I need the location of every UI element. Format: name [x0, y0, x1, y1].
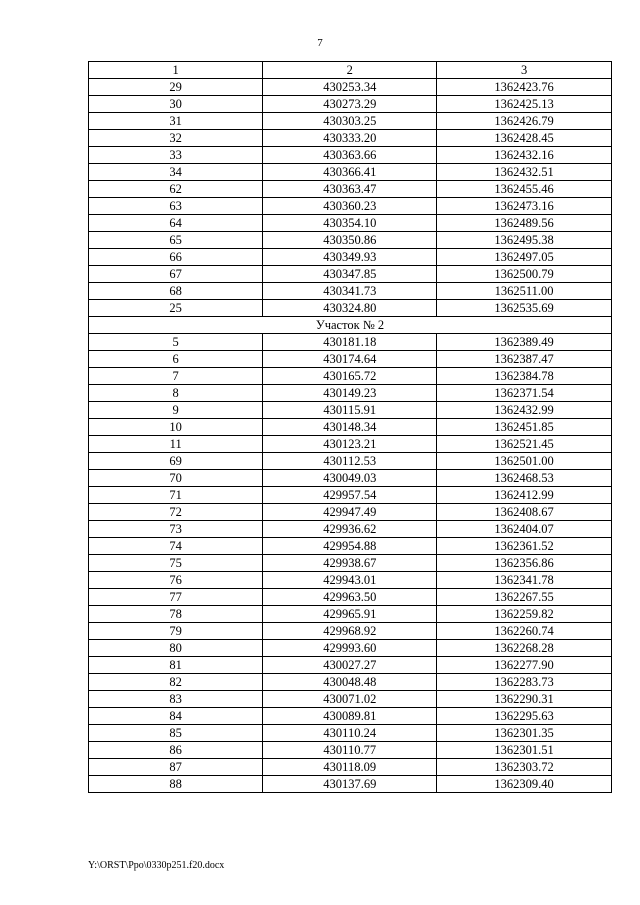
- table-cell: 76: [89, 572, 263, 589]
- table-cell: 430363.47: [263, 181, 437, 198]
- table-cell: 1362412.99: [437, 487, 612, 504]
- table-cell: 430118.09: [263, 759, 437, 776]
- table-row: [89, 334, 612, 351]
- table-cell: 81: [89, 657, 263, 674]
- header-cell-1: 1: [89, 62, 263, 79]
- table-cell: 1362535.69: [437, 300, 612, 317]
- table-cell: 1362268.28: [437, 640, 612, 657]
- table-cell: 65: [89, 232, 263, 249]
- table-row: [89, 249, 612, 266]
- table-cell: 429947.49: [263, 504, 437, 521]
- table-cell: 1362283.73: [437, 674, 612, 691]
- table-cell: 63: [89, 198, 263, 215]
- table-cell: 85: [89, 725, 263, 742]
- table-row: [89, 283, 612, 300]
- table-cell: 429993.60: [263, 640, 437, 657]
- table-cell: 430366.41: [263, 164, 437, 181]
- table-cell: 29: [89, 79, 263, 96]
- table-row: [89, 538, 612, 555]
- table-row: [89, 657, 612, 674]
- table-cell: 430174.64: [263, 351, 437, 368]
- table-cell: 1362432.16: [437, 147, 612, 164]
- table-cell: 75: [89, 555, 263, 572]
- table-cell: 87: [89, 759, 263, 776]
- header-cell-3: 3: [437, 62, 612, 79]
- table-cell: 1362371.54: [437, 385, 612, 402]
- table-cell: 430347.85: [263, 266, 437, 283]
- table-cell: 429943.01: [263, 572, 437, 589]
- table-cell: 79: [89, 623, 263, 640]
- table-row: [89, 453, 612, 470]
- table-cell: 1362511.00: [437, 283, 612, 300]
- table-row: [89, 623, 612, 640]
- table-cell: 1362468.53: [437, 470, 612, 487]
- table-cell: 11: [89, 436, 263, 453]
- table-cell: 64: [89, 215, 263, 232]
- table-row: [89, 130, 612, 147]
- table-cell: 429968.92: [263, 623, 437, 640]
- table-row: [89, 232, 612, 249]
- table-row: [89, 436, 612, 453]
- table-cell: 1362290.31: [437, 691, 612, 708]
- table-cell: 1362432.51: [437, 164, 612, 181]
- table-cell: 9: [89, 402, 263, 419]
- table-cell: 1362259.82: [437, 606, 612, 623]
- table-cell: 429936.62: [263, 521, 437, 538]
- table-row: [89, 521, 612, 538]
- table-cell: 430349.93: [263, 249, 437, 266]
- table-cell: 1362309.40: [437, 776, 612, 793]
- table-cell: 430049.03: [263, 470, 437, 487]
- table-row: [89, 470, 612, 487]
- table-row: [89, 351, 612, 368]
- table-cell: 430165.72: [263, 368, 437, 385]
- table-row: [89, 708, 612, 725]
- footer-file-path: Y:\ORST\Ppo\0330p251.f20.docx: [88, 860, 225, 871]
- table-cell: 1362497.05: [437, 249, 612, 266]
- table-cell: 1362404.07: [437, 521, 612, 538]
- table-cell: 430115.91: [263, 402, 437, 419]
- table-cell: 8: [89, 385, 263, 402]
- table-cell: 430110.77: [263, 742, 437, 759]
- table-cell: 68: [89, 283, 263, 300]
- table-cell: 430181.18: [263, 334, 437, 351]
- table-cell: 429938.67: [263, 555, 437, 572]
- table-row: [89, 589, 612, 606]
- table-row: [89, 96, 612, 113]
- table-cell: 1362432.99: [437, 402, 612, 419]
- table-cell: 1362301.35: [437, 725, 612, 742]
- table-cell: 1362361.52: [437, 538, 612, 555]
- table-cell: 430137.69: [263, 776, 437, 793]
- table-cell: 32: [89, 130, 263, 147]
- table-cell: 69: [89, 453, 263, 470]
- table-cell: 1362473.16: [437, 198, 612, 215]
- table-row: [89, 79, 612, 96]
- table-cell: 430123.21: [263, 436, 437, 453]
- table-cell: 86: [89, 742, 263, 759]
- table-row: [89, 368, 612, 385]
- table-cell: 429965.91: [263, 606, 437, 623]
- table-cell: 1362408.67: [437, 504, 612, 521]
- table-header-row: [89, 62, 612, 79]
- table-cell: 430027.27: [263, 657, 437, 674]
- table-cell: 430363.66: [263, 147, 437, 164]
- table-cell: 84: [89, 708, 263, 725]
- table-row: [89, 606, 612, 623]
- table-cell: 1362455.46: [437, 181, 612, 198]
- table-cell: 6: [89, 351, 263, 368]
- table-cell: 430110.24: [263, 725, 437, 742]
- table-cell: 66: [89, 249, 263, 266]
- table-row: [89, 419, 612, 436]
- table-cell: 10: [89, 419, 263, 436]
- table-cell: 1362277.90: [437, 657, 612, 674]
- table-cell: 88: [89, 776, 263, 793]
- table-row: [89, 572, 612, 589]
- table-cell: 71: [89, 487, 263, 504]
- table-cell: 72: [89, 504, 263, 521]
- table-cell: 430350.86: [263, 232, 437, 249]
- section-title-row: [89, 317, 612, 334]
- table-cell: 1362501.00: [437, 453, 612, 470]
- table-row: [89, 555, 612, 572]
- table-cell: 1362303.72: [437, 759, 612, 776]
- table-row: [89, 198, 612, 215]
- table-row: [89, 640, 612, 657]
- table-row: [89, 300, 612, 317]
- table-cell: 70: [89, 470, 263, 487]
- table-row: [89, 147, 612, 164]
- table-cell: 1362384.78: [437, 368, 612, 385]
- section-title: Участок № 2: [89, 317, 612, 334]
- table-cell: 74: [89, 538, 263, 555]
- table-cell: 429963.50: [263, 589, 437, 606]
- table-cell: 1362423.76: [437, 79, 612, 96]
- table-cell: 62: [89, 181, 263, 198]
- table-cell: 1362500.79: [437, 266, 612, 283]
- table-cell: 82: [89, 674, 263, 691]
- table-cell: 25: [89, 300, 263, 317]
- table-cell: 83: [89, 691, 263, 708]
- table-cell: 430333.20: [263, 130, 437, 147]
- table-row: [89, 504, 612, 521]
- table-cell: 1362341.78: [437, 572, 612, 589]
- table-cell: 430149.23: [263, 385, 437, 402]
- table-cell: 430089.81: [263, 708, 437, 725]
- table-cell: 67: [89, 266, 263, 283]
- table-row: [89, 181, 612, 198]
- table-cell: 1362425.13: [437, 96, 612, 113]
- table-cell: 429957.54: [263, 487, 437, 504]
- table-row: [89, 691, 612, 708]
- table-cell: 78: [89, 606, 263, 623]
- table-cell: 430148.34: [263, 419, 437, 436]
- table-cell: 429954.88: [263, 538, 437, 555]
- table-cell: 1362389.49: [437, 334, 612, 351]
- table-cell: 430112.53: [263, 453, 437, 470]
- table-cell: 1362387.47: [437, 351, 612, 368]
- table-cell: 77: [89, 589, 263, 606]
- table-cell: 30: [89, 96, 263, 113]
- table-cell: 33: [89, 147, 263, 164]
- table-cell: 430048.48: [263, 674, 437, 691]
- page-number: 7: [317, 37, 323, 49]
- table-cell: 1362301.51: [437, 742, 612, 759]
- table-row: [89, 674, 612, 691]
- table-cell: 430354.10: [263, 215, 437, 232]
- coordinates-table-body: [89, 62, 612, 793]
- table-row: [89, 215, 612, 232]
- table-cell: 1362451.85: [437, 419, 612, 436]
- table-cell: 80: [89, 640, 263, 657]
- table-cell: 34: [89, 164, 263, 181]
- table-row: [89, 776, 612, 793]
- table-cell: 430324.80: [263, 300, 437, 317]
- table-row: [89, 113, 612, 130]
- table-cell: 430253.34: [263, 79, 437, 96]
- table-cell: 73: [89, 521, 263, 538]
- table-cell: 430360.23: [263, 198, 437, 215]
- table-cell: 1362428.45: [437, 130, 612, 147]
- table-row: [89, 402, 612, 419]
- table-cell: 430071.02: [263, 691, 437, 708]
- table-cell: 1362295.63: [437, 708, 612, 725]
- header-cell-2: 2: [263, 62, 437, 79]
- coordinates-table: [88, 61, 612, 793]
- table-cell: 1362356.86: [437, 555, 612, 572]
- table-row: [89, 759, 612, 776]
- table-row: [89, 164, 612, 181]
- table-row: [89, 385, 612, 402]
- table-row: [89, 266, 612, 283]
- table-cell: 5: [89, 334, 263, 351]
- table-cell: 1362521.45: [437, 436, 612, 453]
- table-cell: 430273.29: [263, 96, 437, 113]
- table-cell: 1362260.74: [437, 623, 612, 640]
- table-cell: 31: [89, 113, 263, 130]
- table-cell: 1362489.56: [437, 215, 612, 232]
- table-cell: 430341.73: [263, 283, 437, 300]
- table-row: [89, 725, 612, 742]
- table-cell: 430303.25: [263, 113, 437, 130]
- table-row: [89, 742, 612, 759]
- table-cell: 1362267.55: [437, 589, 612, 606]
- table-cell: 1362495.38: [437, 232, 612, 249]
- table-row: [89, 487, 612, 504]
- table-cell: 1362426.79: [437, 113, 612, 130]
- table-cell: 7: [89, 368, 263, 385]
